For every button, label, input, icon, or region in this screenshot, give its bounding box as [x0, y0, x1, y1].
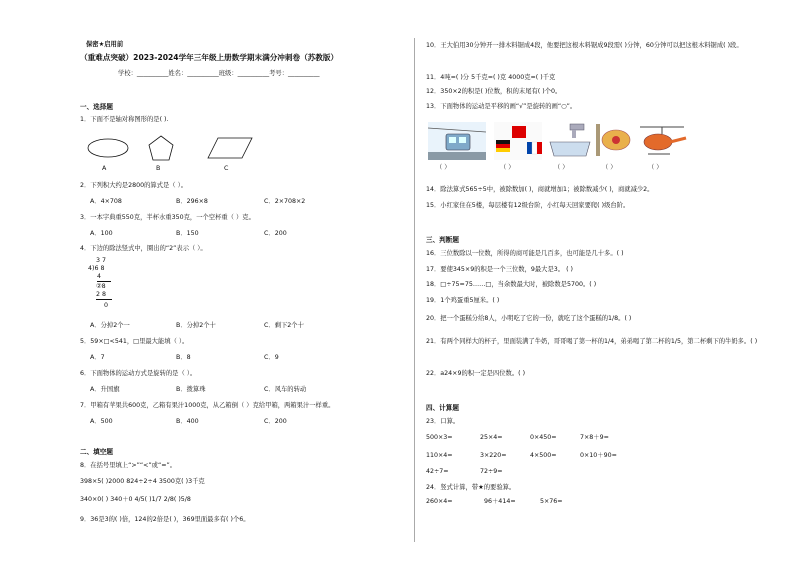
- q1-shapes: [86, 134, 256, 164]
- question-1: 1．下面不是轴对称图形的是( ).: [80, 116, 169, 123]
- q7-option-a: A．500: [90, 418, 113, 425]
- question-16: 16．三位数除以一位数，所得的商可能是几百多，也可能是几十多。( ): [426, 250, 624, 257]
- calc-r1-c3: 0×450=: [530, 434, 557, 441]
- question-5: 5．59×□<541，□里最大能填（ ）。: [80, 338, 189, 345]
- question-21: 21．有两个同样大的杯子，里面装满了牛奶，哥哥喝了第一杯的1/4，弟弟喝了第二杯的1/5，第二杯剩下的牛奶多。( ): [426, 338, 758, 345]
- cable-car-picture: [428, 122, 486, 160]
- division-remainder-circled: ②8: [96, 283, 106, 290]
- division-step-1: 4: [97, 273, 111, 282]
- question-2: 2．下列积大约是2800的算式是（ ）。: [80, 182, 188, 189]
- student-info: 学校：__________姓名：__________班级：__________考号：__________: [118, 70, 320, 77]
- q6-option-b: B．拨算珠: [176, 386, 206, 393]
- calc-r1-c1: 500×3=: [426, 434, 453, 441]
- division-dividend: 4)6 8: [88, 265, 105, 272]
- page-divider: [414, 38, 415, 542]
- calc-r3-c1: 42÷7=: [426, 468, 449, 475]
- calc-r3-c2: 72÷9=: [480, 468, 503, 475]
- flags-picture: [494, 122, 542, 160]
- question-13: 13．下面物体的运动是平移的画“√”是旋转的画“○”。: [426, 103, 577, 110]
- section-fill: 二、填空题: [80, 448, 113, 456]
- q4-option-b: B．分掉2个十: [176, 322, 216, 329]
- question-19: 19．1个鸡蛋重5厘米。( ): [426, 297, 500, 304]
- q2-option-c: C．2×708×2: [264, 198, 306, 205]
- top-toy-picture: [594, 122, 634, 160]
- question-11: 11．4吨=( )分 5千克=( )克 4000克=( )千克: [426, 74, 556, 81]
- q13-mark-4: （ ）: [602, 164, 617, 171]
- q13-mark-5: （ ）: [648, 164, 663, 171]
- q4-option-c: C．剩下2个十: [264, 322, 304, 329]
- question-17: 17．要使345×9的积是一个三位数，9最大是3。 ( ): [426, 266, 573, 273]
- question-23: 23．口算。: [426, 418, 460, 425]
- question-18: 18．□÷75=75……□，当余数最大时，被除数是5700。( ): [426, 281, 597, 288]
- section-choice: 一、选择题: [80, 103, 113, 111]
- q5-option-c: C．9: [264, 354, 279, 361]
- question-8: 8．在括号里填上“>”“<”或“=”。: [80, 462, 177, 469]
- q3-option-a: A．100: [90, 230, 113, 237]
- q5-option-b: B．8: [176, 354, 191, 361]
- question-12: 12．350×2的积是( )位数，积的末尾有( )个0。: [426, 88, 562, 95]
- q3-option-b: B．150: [176, 230, 199, 237]
- calc-r2-c2: 3×220=: [480, 452, 507, 459]
- calc-r1-c4: 7×8＋9=: [580, 434, 609, 441]
- question-24: 24．竖式计算，带★的要验算。: [426, 484, 516, 491]
- pentagon-shape: [149, 136, 173, 160]
- division-step-2: 2 8: [96, 291, 112, 300]
- secret-label: 保密★启用前: [86, 41, 124, 48]
- question-3: 3．一本字典重550克，半杯水重350克，一个空杯重（ ）克。: [80, 214, 255, 221]
- question-9: 9．36是3的( )倍，124的2倍是( )，369里面最多有( )个6。: [80, 516, 250, 523]
- question-4: 4．下边的除法竖式中，圈出的“2”表示（ ）。: [80, 245, 207, 252]
- q6-option-c: C．风车的转动: [264, 386, 307, 393]
- exam-title: （重难点突破）2023-2024学年三年级上册数学期末满分冲刺卷（苏教版）: [80, 53, 339, 62]
- question-22: 22．a24×9的积一定是四位数。( ): [426, 370, 526, 377]
- question-20: 20．把一个蛋糕分给8人，小明吃了它的一份，就吃了这个蛋糕的1/8。( ): [426, 315, 632, 322]
- question-14: 14．除法算式565÷5中，被除数加( )，商就增加1；被除数减少( )，商就减少2。: [426, 186, 654, 193]
- calc-r1-c2: 25×4=: [480, 434, 503, 441]
- section-calc: 四、计算题: [426, 404, 459, 412]
- ellipse-shape: [88, 139, 128, 157]
- q24-item-2: 96＋414=: [484, 498, 516, 505]
- calc-r2-c4: 0×10＋90=: [580, 452, 617, 459]
- q7-option-b: B．400: [176, 418, 199, 425]
- faucet-basin-picture: [546, 122, 594, 160]
- q8-row-1: 398×5( )2000 824÷2÷4 3500克( )3千克: [80, 478, 205, 485]
- section-judge: 三、判断题: [426, 236, 459, 244]
- q1-option-a: A: [102, 165, 107, 172]
- calc-r2-c1: 110×4=: [426, 452, 453, 459]
- q1-option-c: C: [224, 165, 229, 172]
- question-10: 10．王大伯用30分钟开一排木料锯成4段，他要把这根木料锯成9段需( )分钟，60分钟可以把这根木料锯成( )段。: [426, 42, 743, 49]
- q6-option-a: A．升国旗: [90, 386, 120, 393]
- q24-item-1: 260×4=: [426, 498, 453, 505]
- q4-option-a: A．分掉2个一: [90, 322, 130, 329]
- q7-option-c: C．200: [264, 418, 287, 425]
- helicopter-picture: [636, 122, 688, 160]
- q2-option-a: A．4×708: [90, 198, 122, 205]
- q1-option-b: B: [156, 165, 161, 172]
- q13-mark-2: （ ）: [500, 164, 515, 171]
- calc-r2-c3: 4×500=: [530, 452, 557, 459]
- q8-row-2: 340×0( ) 340＋0 4/5( )1/7 2/8( )5/8: [80, 496, 191, 503]
- q3-option-c: C．200: [264, 230, 287, 237]
- q5-option-a: A．7: [90, 354, 105, 361]
- division-quotient: 3 7: [96, 257, 107, 264]
- question-15: 15．小红家住在5楼，每层楼有12级台阶，小红每天回家要爬( )级台阶。: [426, 202, 630, 209]
- q13-mark-1: （ ）: [436, 164, 451, 171]
- q24-item-3: 5×76=: [540, 498, 563, 505]
- q13-mark-3: （ ）: [554, 164, 569, 171]
- division-result: 0: [104, 302, 109, 309]
- parallelogram-shape: [208, 138, 252, 158]
- q2-option-b: B．296×8: [176, 198, 208, 205]
- question-6: 6．下面物体的运动方式是旋转的是（ ）。: [80, 370, 197, 377]
- question-7: 7．甲箱有苹果共600克，乙箱有果汁1000克，从乙箱倒（ ）克给甲箱，两箱果汁一样重。: [80, 402, 335, 409]
